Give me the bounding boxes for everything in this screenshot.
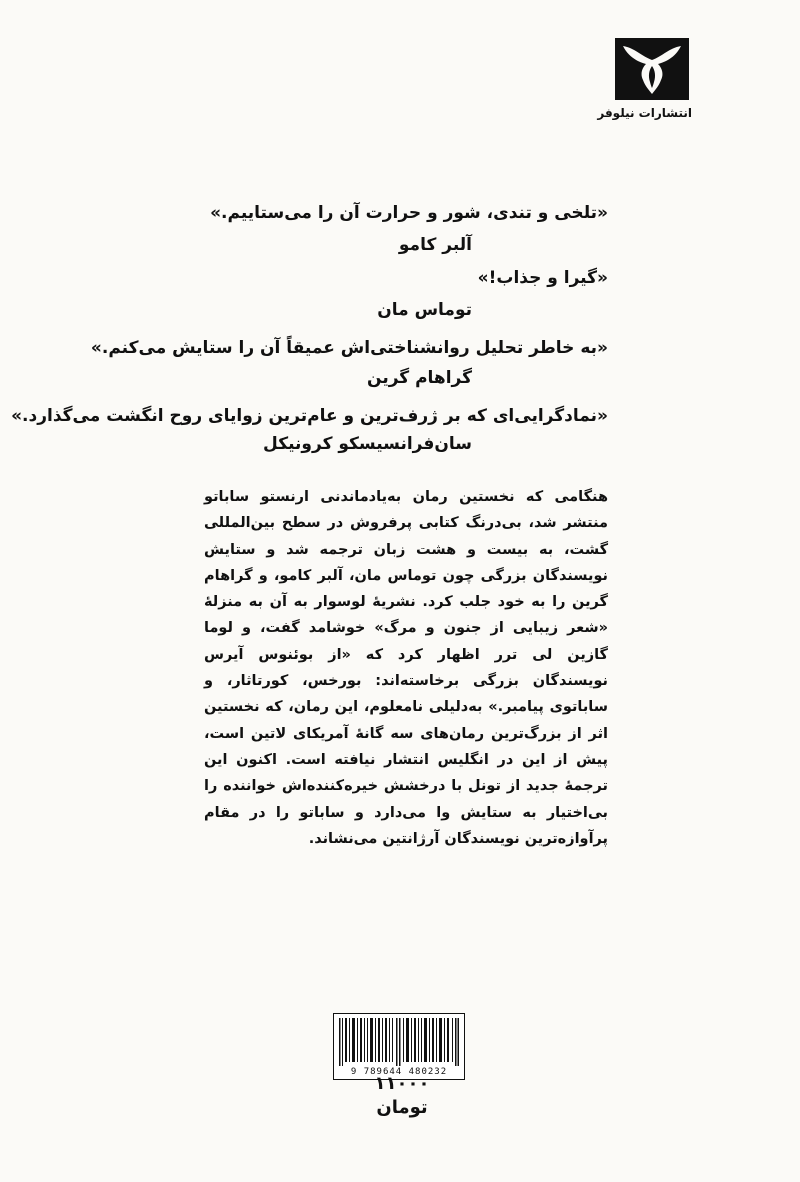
quote-1-author: آلبر کامو xyxy=(398,235,472,255)
price-amount: ۱۱۰۰۰ xyxy=(374,1073,430,1094)
barcode-icon xyxy=(339,1018,459,1066)
barcode-digits: 9 789644 480232 xyxy=(350,1067,448,1077)
lotus-logo-icon xyxy=(615,38,689,100)
price-currency: تومان xyxy=(376,1097,428,1118)
quote-2-author: توماس مان xyxy=(377,300,472,320)
price xyxy=(343,1072,461,1120)
book-description: هنگامی که نخستین رمان به‌یادماندنی ارنستو ساباتو منتشر شد، بی‌درنگ کتابی پرفروش در سطح بین‌المللی گشت، به بیست و هشت زبان ترجمه شد و ستایش نویسندگان بزرگی چون توماس مان، آلبر کامو، و گراهام گرین را به خود جلب کرد. نشریهٔ لوسوار به آن به منزلهٔ «شعر زیبایی از جنون و مرگ» خوشامد گفت، و لوما گازین لی ترر اظهار کرد که «از بوئنوس آیرس نویسندگان بزرگی برخاسته‌اند: بورخس، کورتاثار، و ساباتوی پیامبر.» به‌دلیلی نامعلوم، این رمان، که نخستین اثر از بزرگ‌ترین رمان‌های سه گانهٔ آمریکای لاتین است، پیش از این در انگلیس انتشار نیافته است. اکنون این ترجمهٔ جدید از تونل با درخشش خیره‌کننده‌اش خواننده را بی‌اختیار به ستایش وا می‌دارد و ساباتو را در مقام پرآوازه‌ترین نویسندگان آرژانتین می‌نشاند. xyxy=(204,489,608,847)
quote-3-text: «به خاطر تحلیل روانشناختی‌اش عمیقاً آن را ستایش می‌کنم.» xyxy=(90,338,608,358)
quote-3-author: گراهام گرین xyxy=(367,368,472,388)
publisher-logo xyxy=(597,38,692,120)
quote-4-author: سان‌فرانسیسکو کرونیکل xyxy=(263,434,472,454)
quote-1-text: «تلخی و تندی، شور و حرارت آن را می‌ستاییم.» xyxy=(210,203,608,223)
quote-2-text: «گیرا و جذاب!» xyxy=(477,268,608,288)
publisher-name: انتشارات نیلوفر xyxy=(597,106,692,120)
quote-4-text: «نمادگرایی‌ای که بر ژرف‌ترین و عام‌ترین زوایای روح انگشت می‌گذارد.» xyxy=(11,406,608,426)
isbn-barcode xyxy=(333,1013,465,1080)
